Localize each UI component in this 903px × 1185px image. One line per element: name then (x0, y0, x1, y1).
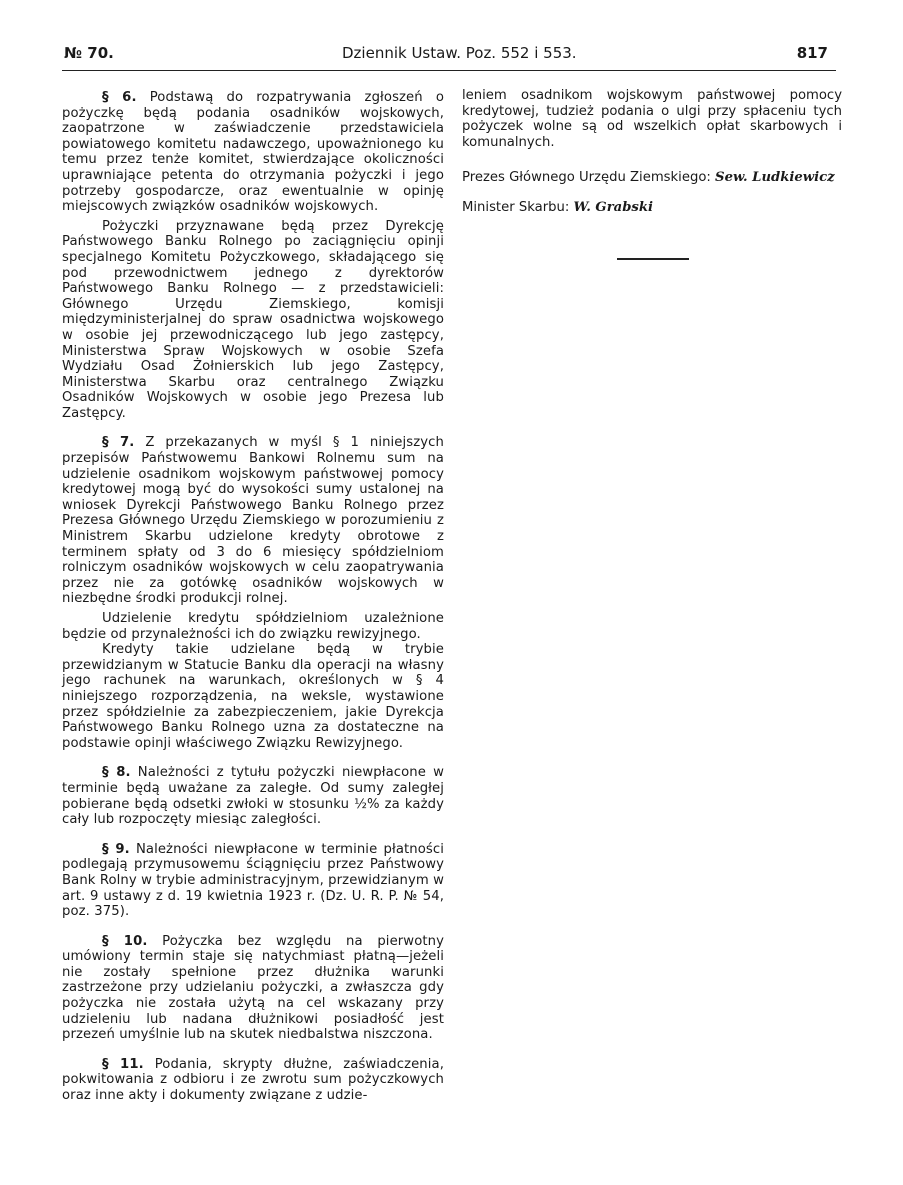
paragraph-s6 (62, 90, 444, 215)
issue-number: № 70. (64, 44, 114, 62)
paragraph-text: Z przekazanych w myśl § 1 niniejszych przepisów Państwowemu Bankowi Rolnemu sum na udzielenie osadnikom wojskowym państwowej pomocy kredytowej mogą być do wysokości sumy ustalonej na wniosek Dyrekcji Państwowego Banku Rolnego przez Prezesa Głównego Urzędu Ziemskiego w porozumieniu z Ministrem Skarbu udzielone kredyty obrotowe z terminem spłaty od 3 do 6 miesięcy spółdzielniom rolniczym osadników wojskowych w celu zaopatrywania przez nie za gotówkę osadników wojskowych w niezbędne środki produkcji rolnej. (62, 435, 444, 607)
section-marker: § 7. (102, 435, 135, 451)
paragraph-text: leniem osadnikom wojskowym państwowej pomocy kredytowej, tudzież podania o ulgi przy spłaceniu tych pożyczek wolne są od wszelkich opłat skarbowych i komunalnych. (462, 88, 842, 150)
paragraph-text: Pożyczka bez względu na pierwotny umówiony termin staje się natychmiast płatną—jeżeli nie zostały spełnione przez dłużnika warunki zastrzeżone przy udzielaniu pożyczki, a zwłaszcza gdy pożyczka nie została użytą na cel wskazany przy udzieleniu lub nadana dłużnikowi posiadłość jest przezeń umyślnie lub na skutek niedbalstwa niszczona. (62, 933, 444, 1043)
section-marker: § 10. (102, 933, 148, 949)
signature-role: Minister Skarbu: (462, 199, 570, 215)
paragraph-text: Pożyczki przyznawane będą przez Dyrekcję Państwowego Banku Rolnego po zaciągnięciu opinji specjalnego Komitetu Pożyczkowego, składającego się pod przewodnictwem jednego z dyrektorów Państwowego Banku Rolnego — z przedstawicieli: Głównego Urzędu Ziemskiego, komisji międzyministerjalnej do spraw osadnictwa wojskowego w osobie jej przewodniczącego lub jego zastępcy, Ministerstwa Spraw Wojskowych w osobie Szefa Wydziału Osad Żołnierskich lub jego Zastępcy, Ministerstwa Skarbu oraz centralnego Związku Osadników Wojskowych w osobie jego Prezesa lub Zastępcy. (62, 218, 444, 421)
paragraph-text: Należności niewpłacone w terminie płatności podlegają przymusowemu ściągnięciu przez Państwowy Bank Rolny w trybie administracyjnym, przewidzianym w art. 9 ustawy z d. 19 kwietnia 1923 r. (Dz. U. R. P. № 54, poz. 375). (62, 841, 444, 920)
section-marker: § 8. (102, 765, 131, 781)
right-column (462, 88, 842, 216)
paragraph-text: Kredyty takie udzielane będą w trybie przewidzianym w Statucie Banku dla operacji na własny jego rachunek na warunkach, określonych w § 4 niniejszego rozporządzenia, na weksle, wystawione przez spółdzielnie za zabezpieczeniem, jakie Dyrekcja Państwowego Banku Rolnego uzna za dostateczne na podstawie opinji właściwego Związku Rewizyjnego. (62, 642, 444, 751)
page-header (60, 44, 834, 68)
end-rule (617, 258, 689, 260)
signature-role: Prezes Głównego Urzędu Ziemskiego: (462, 170, 711, 186)
paragraph-text: Podania, skrypty dłużne, zaświadczenia, pokwitowania z odbioru i ze zwrotu sum pożyczkowych oraz inne akty i dokumenty związane z udzie- (62, 1056, 445, 1104)
section-marker: § 11. (102, 1056, 144, 1072)
paragraph-s7 (62, 435, 444, 607)
signature-name: Sew. Ludkiewicz (715, 170, 835, 186)
paragraph-s11 (62, 1057, 444, 1104)
paragraph-s10 (62, 934, 444, 1043)
paragraph-s11-continuation (462, 88, 842, 150)
header-rule (62, 70, 836, 71)
signature-president (462, 170, 842, 186)
journal-title: Dziennik Ustaw. Poz. 552 i 553. (342, 44, 577, 62)
paragraph-text: Udzielenie kredytu spółdzielniom uzależnione będzie od przynależności ich do związku rewizyjnego. (62, 611, 444, 642)
left-column (62, 90, 444, 1104)
section-marker: § 9. (102, 841, 130, 857)
paragraph-s8 (62, 765, 444, 827)
paragraph-s9 (62, 842, 444, 920)
paragraph-text: Podstawą do rozpatrywania zgłoszeń o pożyczkę będą podania osadników wojskowych, zaopatrzone w zaświadczenie przedstawiciela powiatowego komitetu nadawczego, upoważnionego ku temu przez tenże komitet, stwierdzające okoliczności uprawniające petenta do otrzymania pożyczki i jego potrzeby gospodarcze, oraz ewentualnie w opinję miejscowych związków osadników wojskowych. (62, 90, 444, 215)
page-number: 817 (796, 44, 828, 62)
paragraph-s7-terms (62, 642, 444, 751)
signature-minister (462, 200, 842, 216)
paragraph-s6-committee (62, 219, 444, 422)
paragraph-text: Należności z tytułu pożyczki niewpłacone w terminie będą uważane za zaległe. Od sumy zaległej pobierane będą odsetki zwłoki w stosunku ½% za każdy cały lub rozpoczęty miesiąc zaległości. (62, 765, 444, 828)
paragraph-s7-credit (62, 611, 444, 642)
section-marker: § 6. (102, 90, 137, 105)
signature-name: W. Grabski (573, 199, 653, 215)
